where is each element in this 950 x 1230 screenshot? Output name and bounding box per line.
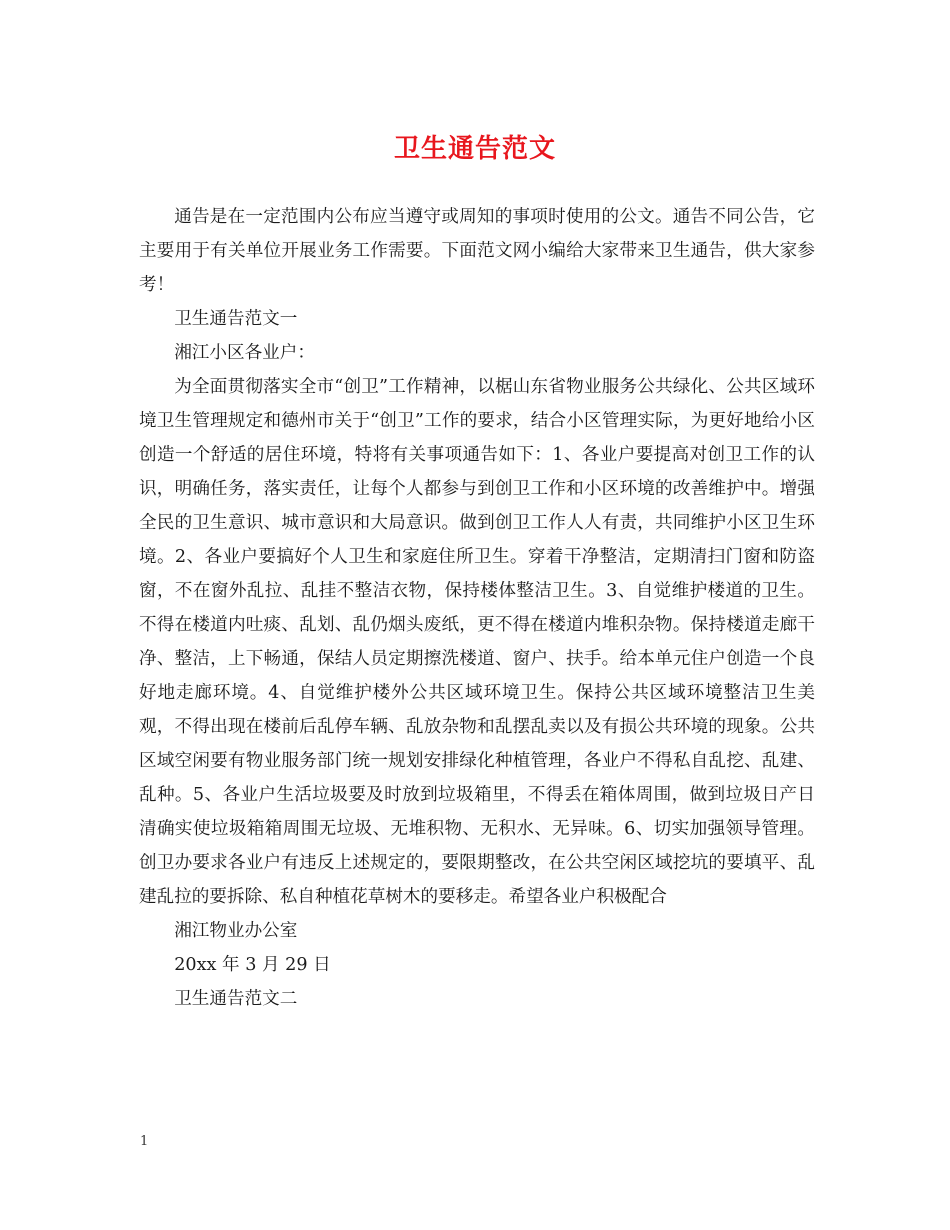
section-heading-one: 卫生通告范文一 — [174, 309, 298, 329]
section-heading-two: 卫生通告范文二 — [174, 989, 298, 1009]
signature-office: 湘江物业办公室 — [174, 921, 298, 941]
document-title: 卫生通告范文 — [393, 134, 556, 164]
page-number: 1 — [140, 1134, 149, 1149]
intro-paragraph: 通告是在一定范围内公布应当遵守或周知的事项时使用的公文。通告不同公告，它主要用于有关单位开展业务工作需要。下面范文网小编给大家带来卫生通告，供大家参考！ — [139, 207, 815, 295]
salutation: 湘江小区各业户： — [174, 343, 315, 363]
notice-body-paragraph: 为全面贯彻落实全市“创卫”工作精神，以椐山东省物业服务公共绿化、公共区域环境卫生管理规定和德州市关于“创卫”工作的要求，结合小区管理实际，为更好地给小区创造一个舒适的居住环境，特将有关事项通告如下：1、各业户要提高对创卫工作的认识，明确任务，落实责任，让每个人都参与到创卫工作和小区环境的改善维护中。增强全民的卫生意识、城市意识和大局意识。做到创卫工作人人有责，共同维护小区卫生环境。2、各业户要搞好个人卫生和家庭住所卫生。穿着干净整洁，定期清扫门窗和防盗窗，不在窗外乱拉、乱挂不整洁衣物，保持楼体整洁卫生。3、自觉维护楼道的卫生。不得在楼道内吐痰、乱划、乱仍烟头废纸，更不得在楼道内堆积杂物。保持楼道走廊干净、整洁，上下畅通，保结人员定期擦洗楼道、窗户、扶手。给本单元住户创造一个良好地走廊环境。4、自觉维护楼外公共区域环境卫生。保持公共区域环境整洁卫生美观，不得出现在楼前后乱停车辆、乱放杂物和乱摆乱卖以及有损公共环境的现象。公共区域空闲要有物业服务部门统一规划安排绿化种植管理，各业户不得私自乱挖、乱建、乱种。5、各业户生活垃圾要及时放到垃圾箱里，不得丢在箱体周围，做到垃圾日产日清确实使垃圾箱箱周围无垃圾、无堆积物、无积水、无异味。6、切实加强领导管理。创卫办要求各业户有违反上述规定的，要限期整改，在公共空闲区域挖坑的要填平、乱建乱拉的要拆除、私自种植花草树木的要移走。希望各业户积极配合 — [139, 377, 815, 907]
signature-date: 20xx 年 3 月 29 日 — [174, 955, 331, 975]
document-body — [139, 200, 815, 1016]
